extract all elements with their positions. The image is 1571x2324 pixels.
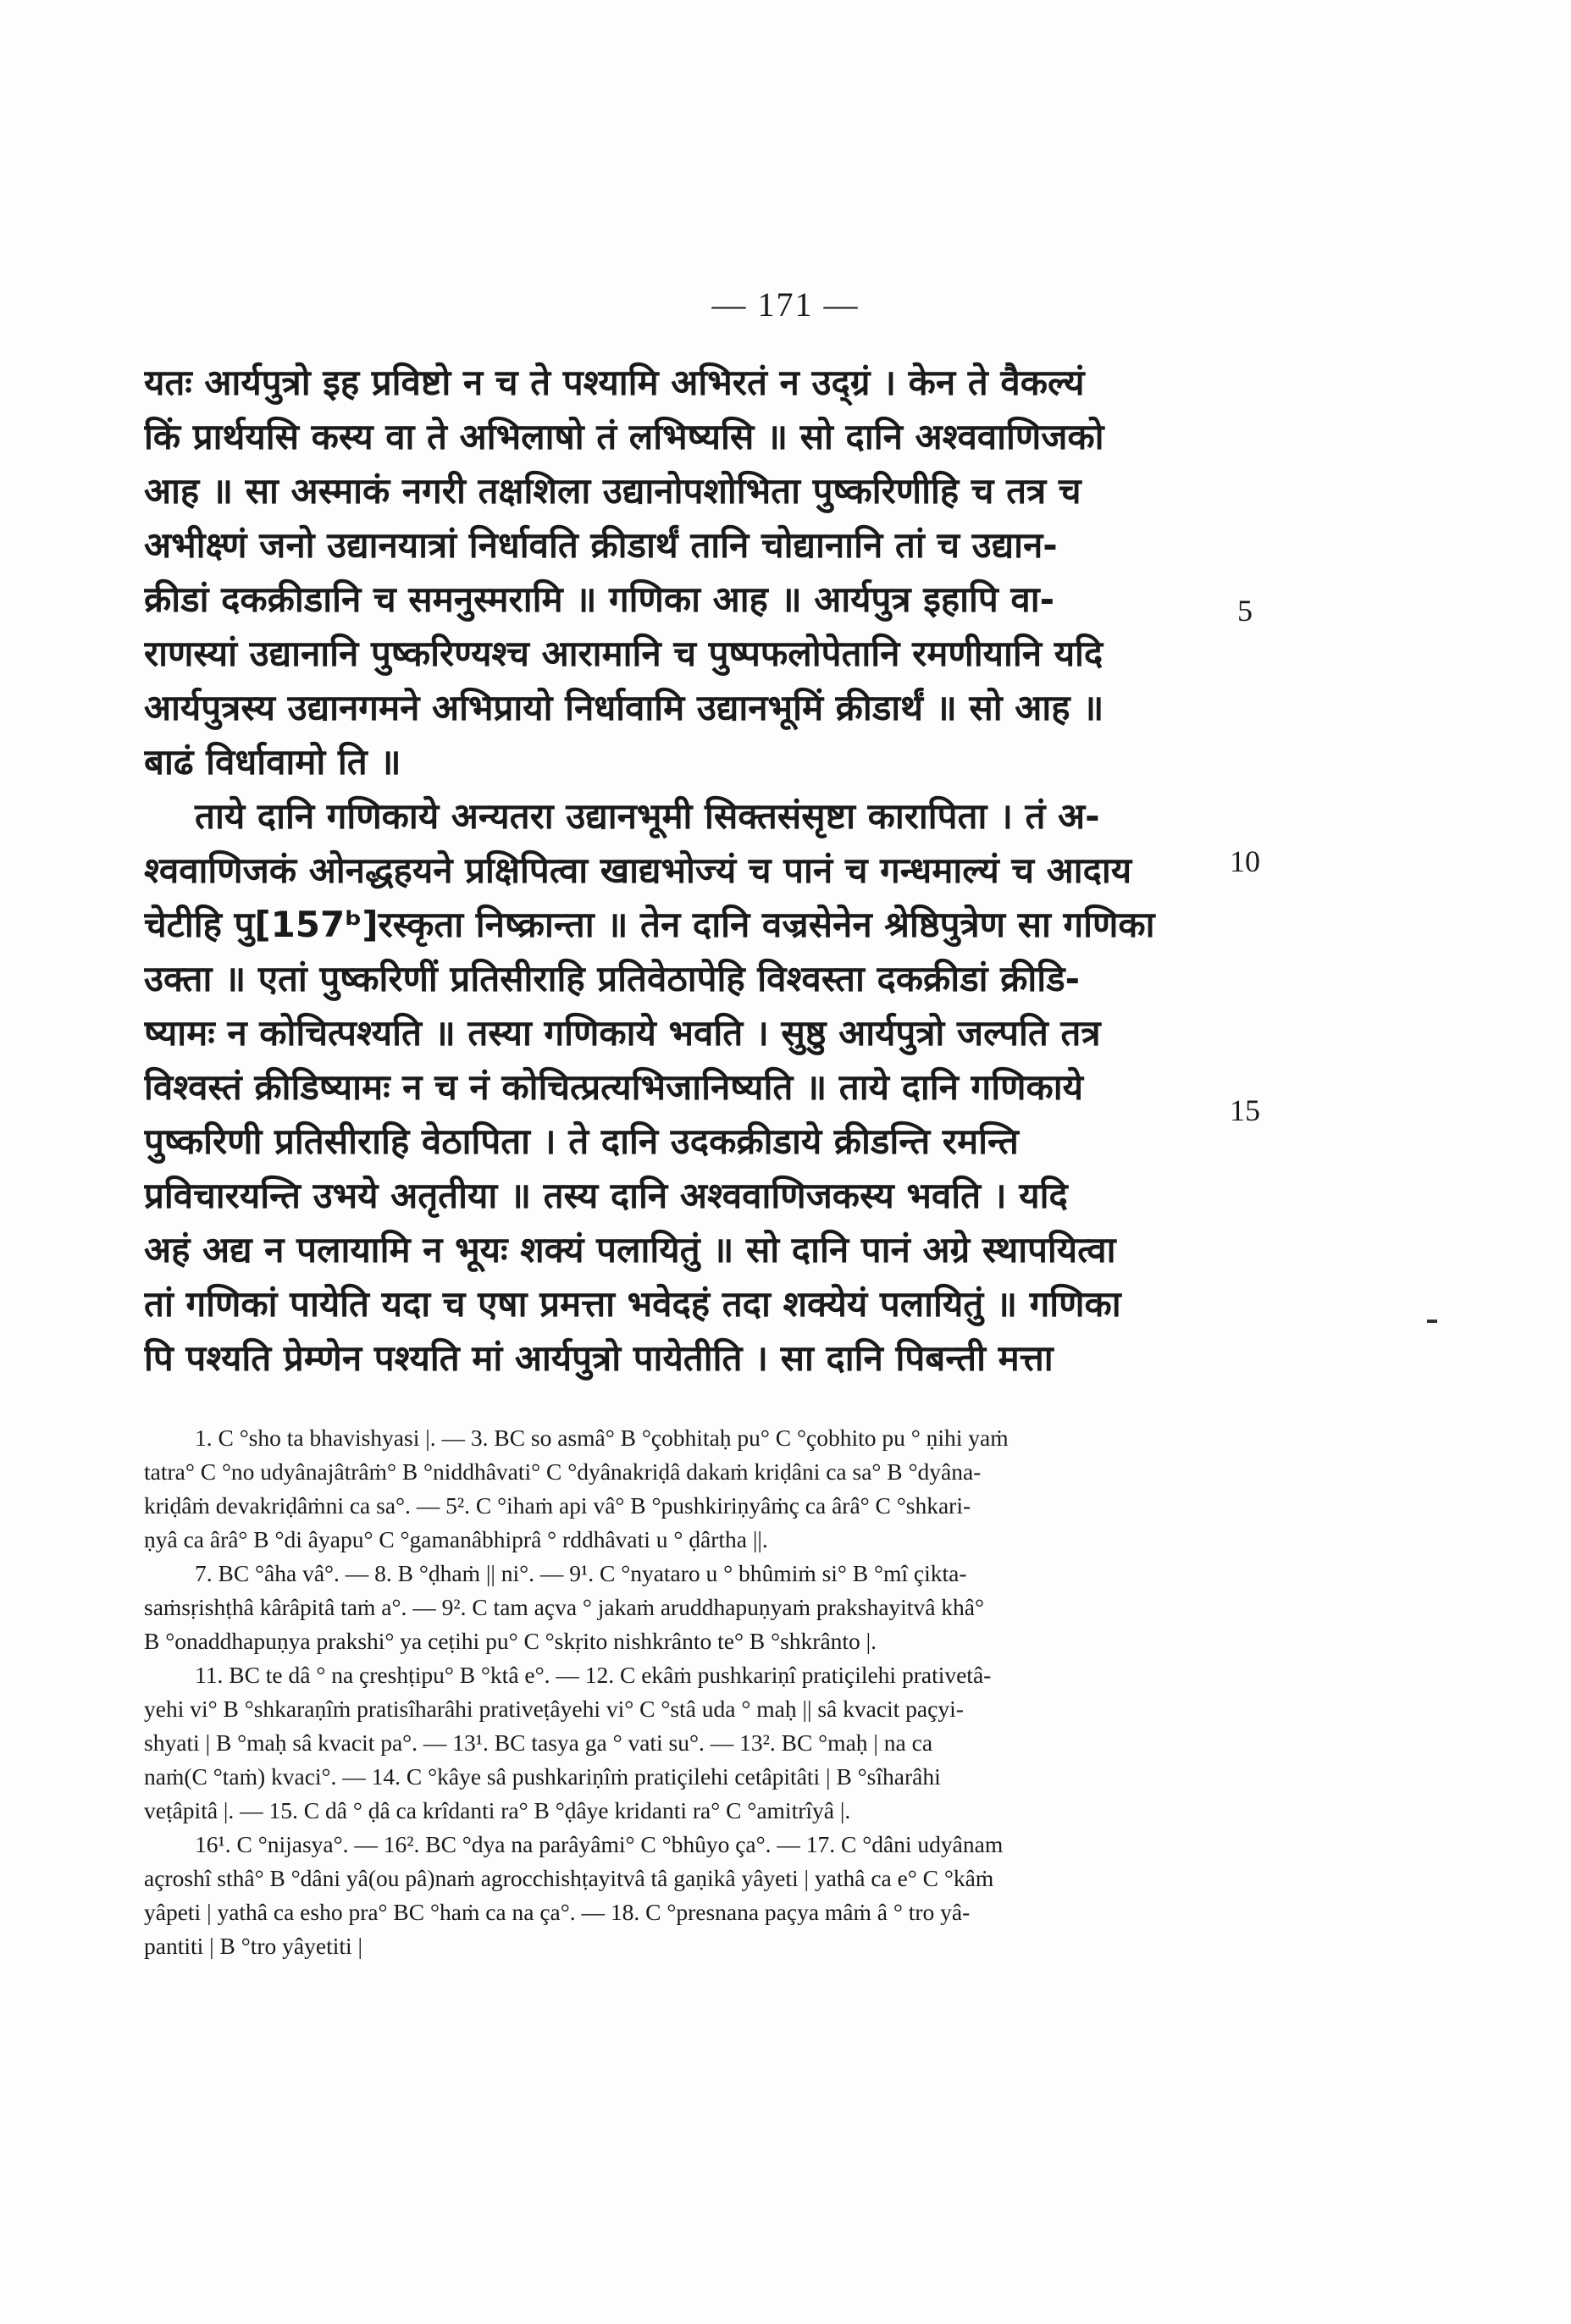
footnote-line: kriḍâṁ devakriḍâṁni ca sa°. — 5². C °ihaṁ api vâ° B °pushkiriṇyâṁç ca ârâ° C °shkari- [144,1492,971,1519]
footnote-line: 11. BC te dâ ° na çreshṭipu° B °ktâ e°. — 12. C ekâṁ pushkariṇî pratiçilehi prativetâ- [195,1662,992,1688]
footnote-line: açroshî sthâ° B °dâni yâ(ou pâ)naṁ agrocchishṭayitvâ tâ gaṇikâ yâyeti | yathâ ca e° C °kâṁ [144,1865,994,1891]
footnote-line: veṭâpitâ |. — 15. C dâ ° ḍâ ca krîdanti ra° B °ḍâye kridanti ra° C °amitrîyâ |. [144,1797,851,1823]
text-line-16: प्रविचारयन्ति उभये अतृतीया ॥ तस्य दानि अश्ववाणिजकस्य भवति । यदि [144,1175,1068,1216]
footnote-line: 1. C °sho ta bhavishyasi |. — 3. BC so asmâ° B °çobhitaḥ pu° C °çobhito pu ° ṇihi yaṁ [195,1425,1009,1451]
footnote-line: 7. BC °âha vâ°. — 8. B °ḍhaṁ || ni°. — 9¹. C °nyataro u ° bhûmiṁ si° B °mî çikta- [195,1560,967,1586]
text-line-17: अहं अद्य न पलायामि न भूयः शक्यं पलायितुं ॥ सो दानि पानं अग्रे स्थापयित्वा [144,1229,1116,1270]
footnote-line: tatra° C °no udyânajâtrâṁ° B °niddhâvati° C °dyânakriḍâ dakaṁ kriḍâni ca sa° B °dyâna- [144,1458,982,1485]
text-line-8: बाढं विर्धावामो ति ॥ [144,741,401,783]
text-line-5: क्रीडां दकक्रीडानि च समनुस्मरामि ॥ गणिका आह ॥ आर्यपुत्र इहापि वा- [144,578,1055,620]
text-line-6: राणस्यां उद्यानानि पुष्करिण्यश्च आरामानि च पुष्पफलोपेतानि रमणीयानि यदि [144,633,1104,674]
text-line-11: चेटीहि पु[157ᵇ]रस्कृता निष्क्रान्ता ॥ तेन दानि वज्रसेनेन श्रेष्ठिपुत्रेण सा गणिका [144,904,1155,945]
text-line-10: श्ववाणिजकं ओनद्धहयने प्रक्षिपित्वा खाद्यभोज्यं च पानं च गन्धमाल्यं च आदाय [144,849,1132,891]
text-line-13: ष्यामः न कोचित्पश्यति ॥ तस्या गणिकाये भवति । सुष्ठु आर्यपुत्रो जल्पति तत्र [144,1012,1101,1054]
footnote-line: naṁ(C °taṁ) kvaci°. — 14. C °kâye sâ pushkariṇîṁ pratiçilehi cetâpitâti | B °sîharâhi [144,1763,941,1790]
text-line-12: उक्ता ॥ एतां पुष्करिणीं प्रतिसीराहि प्रतिवेठापेहि विश्वस्ता दकक्रीडां क्रीडि- [144,958,1081,999]
footnote-line: yâpeti | yathâ ca esho pra° BC °haṁ ca na ça°. — 18. C °presnana paçya mâṁ â ° tro yâ- [144,1899,971,1925]
text-line-2: किं प्रार्थयसि कस्य वा ते अभिलाषो तं लभिष्यसि ॥ सो दानि अश्ववाणिजको [144,416,1104,457]
line-number-5: 5 [1237,594,1253,628]
text-line-15: पुष्करिणी प्रतिसीराहि वेठापिता । ते दानि उदकक्रीडाये क्रीडन्ति रमन्ति [144,1120,1019,1162]
footnote-line: B °onaddhapuṇya prakshi° ya ceṭihi pu° C °skṛito nishkrânto te° B °shkrânto |. [144,1628,877,1654]
text-line-19: पि पश्यति प्रेम्णेन पश्यति मां आर्यपुत्रो पायेतीति । सा दानि पिबन्ती मत्ता [144,1337,1054,1379]
footnotes [144,1421,1220,1963]
footnote-line: yehi vi° B °shkaraṇîṁ pratisîharâhi prativeṭâyehi vi° C °stâ uda ° maḥ || sâ kvacit paçyi- [144,1696,964,1722]
margin-mark [1427,1320,1437,1323]
text-line-4: अभीक्ष्णं जनो उद्यानयात्रां निर्धावति क्रीडार्थं तानि चोद्यानानि तां च उद्यान- [144,524,1058,566]
main-text-block [144,356,1220,1386]
footnote-line: ṇyâ ca ârâ° B °di âyapu° C °gamanâbhiprâ ° rddhâvati u ° ḍârtha ||. [144,1526,768,1552]
text-line-7: आर्यपुत्रस्य उद्यानगमने अभिप्रायो निर्धावामि उद्यानभूमिं क्रीडार्थं ॥ सो आह ॥ [144,687,1104,728]
footnote-line: pantiti | B °tro yâyetiti | [144,1933,363,1959]
line-number-10: 10 [1230,844,1260,878]
footnote-line: saṁsṛishṭhâ kârâpitâ taṁ a°. — 9². C tam açva ° jakaṁ aruddhapuṇyaṁ prakshayitvâ khâ° [144,1594,984,1620]
line-number-15: 15 [1230,1093,1260,1127]
text-line-18: तां गणिकां पायेति यदा च एषा प्रमत्ता भवेदहं तदा शक्येयं पलायितुं ॥ गणिका [144,1283,1121,1325]
text-line-3: आह ॥ सा अस्माकं नगरी तक्षशिला उद्यानोपशोभिता पुष्करिणीहि च तत्र च [144,470,1081,512]
footnote-line: 16¹. C °nijasya°. — 16². BC °dya na parâyâmi° C °bhûyo ça°. — 17. C °dâni udyânam [195,1831,1004,1857]
text-line-1: यतः आर्यपुत्रो इह प्रविष्टो न च ते पश्यामि अभिरतं न उद्ग्रं । केन ते वैकल्यं [144,362,1085,403]
footnote-line: shyati | B °maḥ sâ kvacit pa°. — 13¹. BC tasya ga ° vati su°. — 13². BC °maḥ | na ca [144,1729,933,1756]
text-line-9: ताये दानि गणिकाये अन्यतरा उद्यानभूमी सिक्तसंसृष्टा कारापिता । तं अ- [195,795,1100,837]
text-line-14: विश्वस्तं क्रीडिष्यामः न च नं कोचित्प्रत्यभिजानिष्यति ॥ ताये दानि गणिकाये [144,1066,1083,1108]
page-number: — 171 — [711,285,860,324]
